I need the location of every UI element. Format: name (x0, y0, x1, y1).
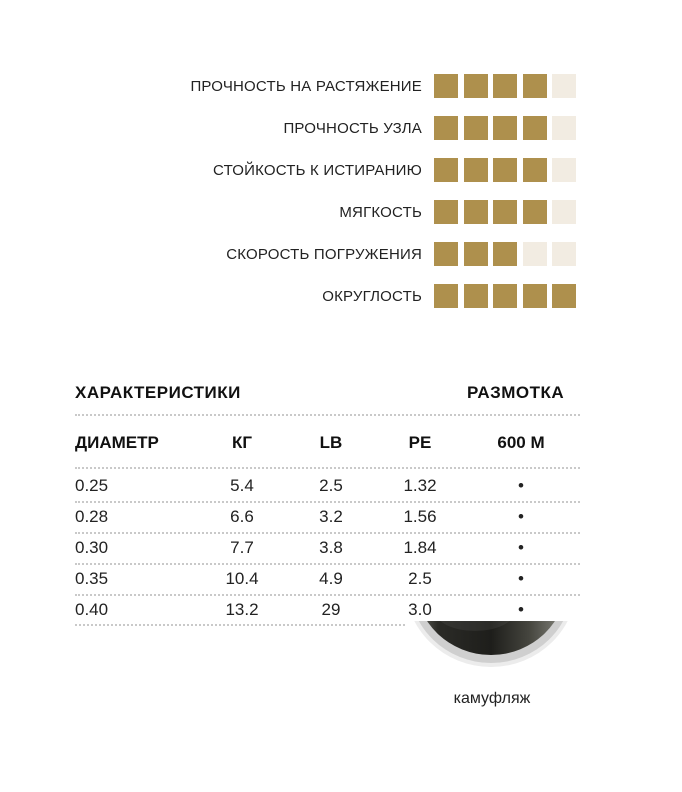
rating-label: ПРОЧНОСТЬ НА РАСТЯЖЕНИЕ (190, 78, 422, 95)
rating-box-empty (552, 242, 576, 266)
rating-box-filled (523, 284, 547, 308)
rating-box-filled (434, 116, 458, 140)
rating-box-filled (434, 242, 458, 266)
rating-box-empty (552, 74, 576, 98)
cell-lb: 3.2 (319, 507, 343, 526)
rating-box-empty (552, 158, 576, 182)
cell-600m: • (518, 476, 524, 495)
spool-title: РАЗМОТКА (467, 383, 565, 402)
divider (75, 414, 580, 416)
cell-kg: 5.4 (230, 476, 254, 495)
cell-diameter: 0.40 (75, 600, 109, 619)
rating-label: ПРОЧНОСТЬ УЗЛА (283, 120, 422, 137)
rating-box-filled (464, 74, 488, 98)
cell-kg: 6.6 (230, 507, 254, 526)
rating-box-filled (523, 116, 547, 140)
cell-kg: 10.4 (225, 569, 259, 588)
rating-box-filled (464, 200, 488, 224)
rating-label: МЯГКОСТЬ (339, 204, 422, 221)
rating-box-filled (493, 74, 517, 98)
row-divider (75, 501, 580, 503)
cell-diameter: 0.28 (75, 507, 109, 526)
cell-kg: 13.2 (225, 600, 259, 619)
rating-box-filled (464, 242, 488, 266)
rating-box-filled (523, 200, 547, 224)
rating-row (0, 74, 682, 100)
rating-row (0, 116, 682, 142)
row-divider (75, 624, 405, 626)
cell-pe: 1.32 (403, 476, 437, 495)
rating-row (0, 242, 682, 268)
col-header-lb: LB (319, 433, 343, 452)
cell-diameter: 0.35 (75, 569, 109, 588)
rating-row (0, 200, 682, 226)
rating-label: ОКРУГЛОСТЬ (322, 288, 422, 305)
col-header-600m: 600 М (497, 433, 545, 452)
rating-box-filled (552, 284, 576, 308)
rating-label: СТОЙКОСТЬ К ИСТИРАНИЮ (213, 162, 422, 179)
rating-box-empty (552, 200, 576, 224)
color-caption: камуфляж (453, 690, 531, 707)
cell-pe: 1.56 (403, 507, 437, 526)
rating-box-filled (464, 116, 488, 140)
rating-box-filled (493, 284, 517, 308)
rating-box-filled (434, 200, 458, 224)
rating-box-filled (493, 242, 517, 266)
rating-label: СКОРОСТЬ ПОГРУЖЕНИЯ (226, 246, 422, 263)
col-header-pe: PE (408, 433, 432, 452)
rating-box-filled (464, 284, 488, 308)
rating-box-filled (523, 158, 547, 182)
specs-title: ХАРАКТЕРИСТИКИ (75, 383, 241, 402)
rating-box-empty (523, 242, 547, 266)
rating-row (0, 284, 682, 310)
rating-box-filled (434, 74, 458, 98)
rating-box-filled (434, 158, 458, 182)
cell-600m: • (518, 507, 524, 526)
spool-image (405, 621, 577, 667)
cell-diameter: 0.30 (75, 538, 109, 557)
rating-box-filled (523, 74, 547, 98)
cell-lb: 4.9 (319, 569, 343, 588)
rating-row (0, 158, 682, 184)
row-divider (75, 563, 580, 565)
cell-pe: 2.5 (408, 569, 432, 588)
cell-kg: 7.7 (230, 538, 254, 557)
col-header-kg: КГ (231, 433, 253, 452)
cell-600m: • (518, 538, 524, 557)
cell-pe: 1.84 (403, 538, 437, 557)
cell-lb: 3.8 (319, 538, 343, 557)
rating-box-filled (464, 158, 488, 182)
rating-box-empty (552, 116, 576, 140)
row-divider (75, 594, 580, 596)
rating-box-filled (493, 158, 517, 182)
rating-box-filled (493, 200, 517, 224)
rating-box-filled (493, 116, 517, 140)
cell-diameter: 0.25 (75, 476, 109, 495)
cell-lb: 2.5 (319, 476, 343, 495)
rating-box-filled (434, 284, 458, 308)
cell-lb: 29 (321, 600, 341, 619)
cell-pe: 3.0 (408, 600, 432, 619)
cell-600m: • (518, 600, 524, 619)
row-divider (75, 532, 580, 534)
col-header-diameter: ДИАМЕТР (75, 433, 159, 452)
divider (75, 467, 580, 469)
cell-600m: • (518, 569, 524, 588)
